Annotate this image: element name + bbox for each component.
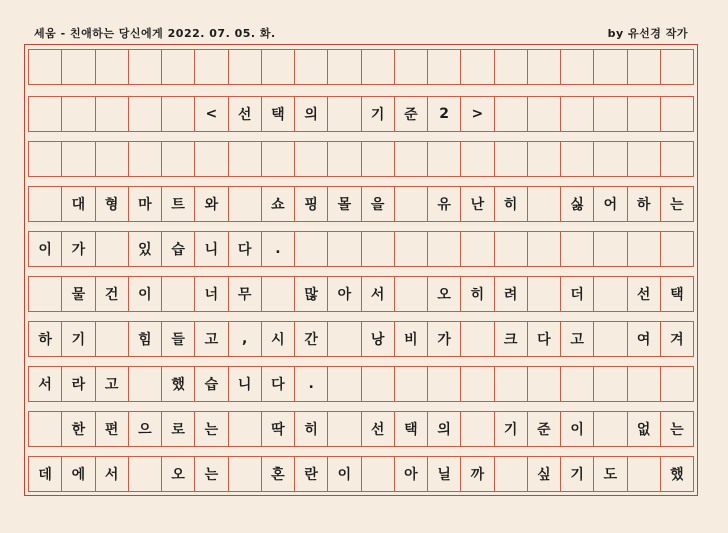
grid-cell [294, 141, 327, 177]
grid-cell [660, 49, 694, 85]
grid-cell: 했 [161, 366, 194, 402]
grid-cell [228, 186, 261, 222]
grid-cell: < [194, 96, 227, 132]
grid-cell [627, 231, 660, 267]
grid-cell: 있 [128, 231, 161, 267]
grid-cell: 힘 [128, 321, 161, 357]
grid-cell: 아 [394, 456, 427, 492]
grid-cell: 낭 [361, 321, 394, 357]
grid-cell: 에 [61, 456, 94, 492]
grid-cell [527, 141, 560, 177]
grid-cell: 고 [194, 321, 227, 357]
grid-cell [627, 141, 660, 177]
grid-cell: 난 [460, 186, 493, 222]
grid-cell [593, 366, 626, 402]
grid-cell: 택 [261, 96, 294, 132]
header-title: 세움 - 친애하는 당신에게 2022. 07. 05. 화. [34, 27, 276, 40]
grid-cell: 닐 [427, 456, 460, 492]
grid-cell [128, 366, 161, 402]
grid-cell: 선 [627, 276, 660, 312]
grid-cell: 핑 [294, 186, 327, 222]
grid-cell: 유 [427, 186, 460, 222]
grid-cell [427, 231, 460, 267]
grid-cell: 서 [361, 276, 394, 312]
grid-row [28, 276, 694, 312]
grid-cell [194, 49, 227, 85]
grid-cell [460, 231, 493, 267]
grid-cell [593, 141, 626, 177]
grid-cell [61, 49, 94, 85]
grid-cell: 이 [327, 456, 360, 492]
grid-cell: > [460, 96, 493, 132]
grid-cell [28, 186, 61, 222]
grid-cell: . [261, 231, 294, 267]
grid-cell [560, 141, 593, 177]
grid-cell [28, 276, 61, 312]
grid-cell: 쇼 [261, 186, 294, 222]
grid-cell [394, 49, 427, 85]
grid-row [28, 231, 694, 267]
grid-cell [128, 49, 161, 85]
grid-cell: 다 [527, 321, 560, 357]
grid-cell [361, 49, 394, 85]
grid-cell [494, 141, 527, 177]
grid-cell: 겨 [660, 321, 694, 357]
grid-row [28, 366, 694, 402]
grid-cell: 기 [61, 321, 94, 357]
grid-cell: 고 [560, 321, 593, 357]
grid-cell: 많 [294, 276, 327, 312]
grid-cell [593, 96, 626, 132]
grid-cell [460, 411, 493, 447]
grid-cell [593, 321, 626, 357]
grid-cell [327, 231, 360, 267]
grid-cell [327, 411, 360, 447]
grid-cell [327, 366, 360, 402]
grid-cell: 더 [560, 276, 593, 312]
grid-cell [128, 141, 161, 177]
grid-cell [627, 49, 660, 85]
grid-cell: 기 [560, 456, 593, 492]
grid-cell [627, 456, 660, 492]
grid-cell [327, 96, 360, 132]
grid-cell: 준 [527, 411, 560, 447]
grid-cell [361, 231, 394, 267]
grid-cell [460, 49, 493, 85]
grid-cell [494, 231, 527, 267]
grid-cell: 다 [228, 231, 261, 267]
grid-cell: 형 [95, 186, 128, 222]
grid-cell: 도 [593, 456, 626, 492]
grid-cell [394, 366, 427, 402]
grid-cell [28, 411, 61, 447]
grid-cell [560, 49, 593, 85]
grid-cell: 는 [660, 411, 694, 447]
grid-cell [261, 49, 294, 85]
grid-cell [460, 321, 493, 357]
grid-cell: 기 [494, 411, 527, 447]
grid-cell [394, 141, 427, 177]
grid-cell: 오 [161, 456, 194, 492]
grid-cell [194, 141, 227, 177]
grid-cell: 는 [194, 411, 227, 447]
grid-cell: 택 [660, 276, 694, 312]
grid-cell [228, 49, 261, 85]
grid-cell: 로 [161, 411, 194, 447]
grid-cell [161, 49, 194, 85]
grid-cell [361, 141, 394, 177]
grid-cell [660, 231, 694, 267]
grid-cell [427, 141, 460, 177]
grid-cell: 니 [228, 366, 261, 402]
header-author: by 유선경 작가 [607, 27, 688, 40]
grid-cell: 대 [61, 186, 94, 222]
grid-cell: 비 [394, 321, 427, 357]
grid-cell [460, 366, 493, 402]
grid-cell [327, 141, 360, 177]
grid-cell [593, 411, 626, 447]
grid-cell [527, 231, 560, 267]
grid-cell: 려 [494, 276, 527, 312]
grid-cell: 하 [627, 186, 660, 222]
grid-cell: 는 [660, 186, 694, 222]
grid-cell: 무 [228, 276, 261, 312]
grid-row [28, 186, 694, 222]
grid-cell [394, 276, 427, 312]
grid-cell: 딱 [261, 411, 294, 447]
grid-cell [28, 96, 61, 132]
grid-cell [560, 96, 593, 132]
grid-cell [593, 276, 626, 312]
grid-cell: 가 [427, 321, 460, 357]
grid-cell: 란 [294, 456, 327, 492]
grid-cell [161, 141, 194, 177]
grid-cell [128, 96, 161, 132]
grid-cell: 선 [361, 411, 394, 447]
grid-cell [161, 96, 194, 132]
grid-cell [28, 49, 61, 85]
grid-cell: 몰 [327, 186, 360, 222]
grid-cell: 히 [460, 276, 493, 312]
grid-row [28, 96, 694, 132]
grid-cell: 들 [161, 321, 194, 357]
grid-cell: 이 [560, 411, 593, 447]
page-header [0, 0, 728, 44]
grid-cell: 고 [95, 366, 128, 402]
grid-cell [527, 276, 560, 312]
grid-cell: 으 [128, 411, 161, 447]
grid-cell: 어 [593, 186, 626, 222]
grid-cell [494, 49, 527, 85]
grid-cell [494, 96, 527, 132]
grid-cell: 선 [228, 96, 261, 132]
grid-cell [261, 276, 294, 312]
grid-cell [527, 96, 560, 132]
grid-cell [427, 49, 460, 85]
grid-cell: 없 [627, 411, 660, 447]
grid-cell: 의 [427, 411, 460, 447]
grid-cell [560, 366, 593, 402]
grid-cell: 준 [394, 96, 427, 132]
grid-cell: 의 [294, 96, 327, 132]
grid-cell: 아 [327, 276, 360, 312]
grid-cell [294, 49, 327, 85]
grid-cell [327, 321, 360, 357]
grid-cell [261, 141, 294, 177]
grid-cell [660, 366, 694, 402]
grid-cell: 여 [627, 321, 660, 357]
manuscript-grid [24, 44, 698, 496]
grid-cell: 너 [194, 276, 227, 312]
grid-cell: 간 [294, 321, 327, 357]
grid-cell [28, 141, 61, 177]
grid-cell [494, 456, 527, 492]
grid-cell: 와 [194, 186, 227, 222]
grid-cell: 하 [28, 321, 61, 357]
grid-cell [660, 96, 694, 132]
grid-cell: 건 [95, 276, 128, 312]
grid-cell [95, 321, 128, 357]
grid-cell: 택 [394, 411, 427, 447]
grid-cell: 싶 [527, 456, 560, 492]
grid-cell: 오 [427, 276, 460, 312]
grid-cell: 싫 [560, 186, 593, 222]
grid-cell: 히 [494, 186, 527, 222]
grid-cell: 까 [460, 456, 493, 492]
grid-cell [95, 231, 128, 267]
grid-cell: 서 [28, 366, 61, 402]
grid-cell [95, 49, 128, 85]
grid-cell: . [294, 366, 327, 402]
grid-cell: 물 [61, 276, 94, 312]
grid-cell [394, 231, 427, 267]
grid-row [28, 141, 694, 177]
grid-row [28, 456, 694, 492]
grid-cell [327, 49, 360, 85]
grid-cell [460, 141, 493, 177]
grid-cell [228, 141, 261, 177]
grid-cell [361, 456, 394, 492]
grid-cell: 을 [361, 186, 394, 222]
grid-cell [228, 456, 261, 492]
grid-cell: 이 [128, 276, 161, 312]
grid-cell: 마 [128, 186, 161, 222]
grid-cell: 이 [28, 231, 61, 267]
grid-cell [128, 456, 161, 492]
grid-cell: 기 [361, 96, 394, 132]
grid-cell: 는 [194, 456, 227, 492]
grid-cell [627, 366, 660, 402]
grid-cell: 편 [95, 411, 128, 447]
grid-cell: 니 [194, 231, 227, 267]
grid-cell [394, 186, 427, 222]
grid-cell: 했 [660, 456, 694, 492]
grid-cell [427, 366, 460, 402]
grid-cell [361, 366, 394, 402]
grid-cell [527, 366, 560, 402]
grid-cell [527, 49, 560, 85]
grid-cell [494, 366, 527, 402]
grid-row [28, 411, 694, 447]
grid-cell: 트 [161, 186, 194, 222]
grid-cell: 라 [61, 366, 94, 402]
grid-cell: 혼 [261, 456, 294, 492]
grid-cell [593, 49, 626, 85]
grid-cell [61, 141, 94, 177]
grid-cell [560, 231, 593, 267]
grid-cell: 습 [161, 231, 194, 267]
grid-cell [95, 141, 128, 177]
grid-cell: , [228, 321, 261, 357]
grid-cell: 크 [494, 321, 527, 357]
grid-cell: 히 [294, 411, 327, 447]
grid-cell [228, 411, 261, 447]
grid-cell: 한 [61, 411, 94, 447]
grid-cell: 서 [95, 456, 128, 492]
grid-cell [95, 96, 128, 132]
grid-cell [627, 96, 660, 132]
grid-cell: 시 [261, 321, 294, 357]
grid-cell [294, 231, 327, 267]
grid-row [28, 49, 694, 85]
grid-cell: 가 [61, 231, 94, 267]
grid-cell [61, 96, 94, 132]
grid-cell: 데 [28, 456, 61, 492]
grid-cell [527, 186, 560, 222]
grid-cell [660, 141, 694, 177]
grid-row [28, 321, 694, 357]
grid-cell: 다 [261, 366, 294, 402]
grid-cell [593, 231, 626, 267]
grid-cell: 습 [194, 366, 227, 402]
grid-cell [161, 276, 194, 312]
grid-cell: 2 [427, 96, 460, 132]
